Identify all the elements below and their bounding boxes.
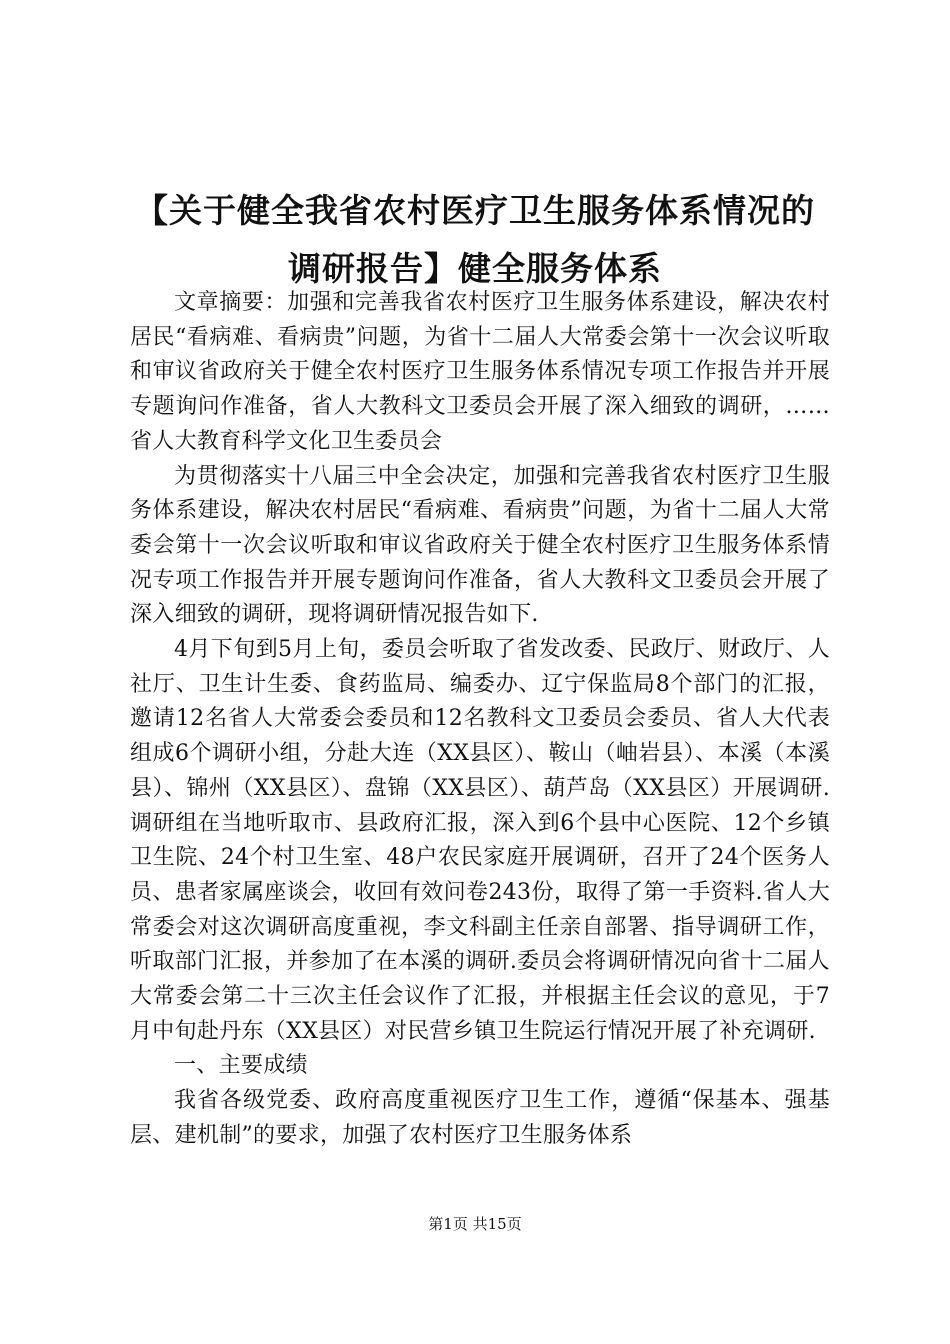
title-line-2: 调研报告】健全服务体系 — [288, 249, 662, 288]
achievements-paragraph: 我省各级党委、政府高度重视医疗卫生工作，遵循“保基本、强基层、建机制”的要求，加强了农村医疗卫生服务体系 — [130, 1088, 830, 1148]
title-line-1: 【关于健全我省农村医疗卫生服务体系情况的 — [135, 191, 815, 230]
document-body — [130, 286, 830, 1154]
page-footer: 第1页 共15页 — [428, 1215, 522, 1233]
research-process-paragraph: 4月下旬到5月上旬，委员会听取了省发改委、民政厅、财政厅、人社厅、卫生计生委、食药监局、编委办、辽宁保监局8个部门的汇报，邀请12名省人大常委会委员和12名教科文卫委员会委员、省人大代表组成6个调研小组，分赴大连（XX县区）、鞍山（岫岩县）、本溪（本溪县）、锦州（XX县区）、盘锦（XX县区）、葫芦岛（XX县区）开展调研.调研组在当地听取市、县政府汇报，深入到6个县中心医院、12个乡镇卫生院、24个村卫生室、48户农民家庭开展调研，召开了24个医务人员、患者家属座谈会，收回有效问卷243份，取得了第一手资料.省人大常委会对这次调研高度重视，李文科副主任亲自部署、指导调研工作，听取部门汇报，并参加了在本溪的调研.委员会将调研情况向省十二届人大常委会第二十三次主任会议作了汇报，并根据主任会议的意见，于7月中旬赴丹东（XX县区）对民营乡镇卫生院运行情况开展了补充调研. — [130, 637, 830, 1044]
document-title — [110, 182, 840, 298]
abstract-paragraph: 文章摘要：加强和完善我省农村医疗卫生服务体系建设，解决农村居民“看病难、看病贵”问题，为省十二届人大常委会第十一次会议听取和审议省政府关于健全农村医疗卫生服务体系情况专项工作报告并开展专题询问作准备，省人大教科文卫委员会开展了深入细致的调研，……省人大教育科学文化卫生委员会 — [130, 290, 830, 454]
intro-paragraph: 为贯彻落实十八届三中全会决定，加强和完善我省农村医疗卫生服务体系建设，解决农村居民“看病难、看病贵”问题，为省十二届人大常委会第十一次会议听取和审议省政府关于健全农村医疗卫生服务体系情况专项工作报告并开展专题询问作准备，省人大教科文卫委员会开展了深入细致的调研，现将调研情况报告如下. — [130, 463, 830, 628]
section-heading: 一、主要成绩 — [174, 1053, 308, 1079]
